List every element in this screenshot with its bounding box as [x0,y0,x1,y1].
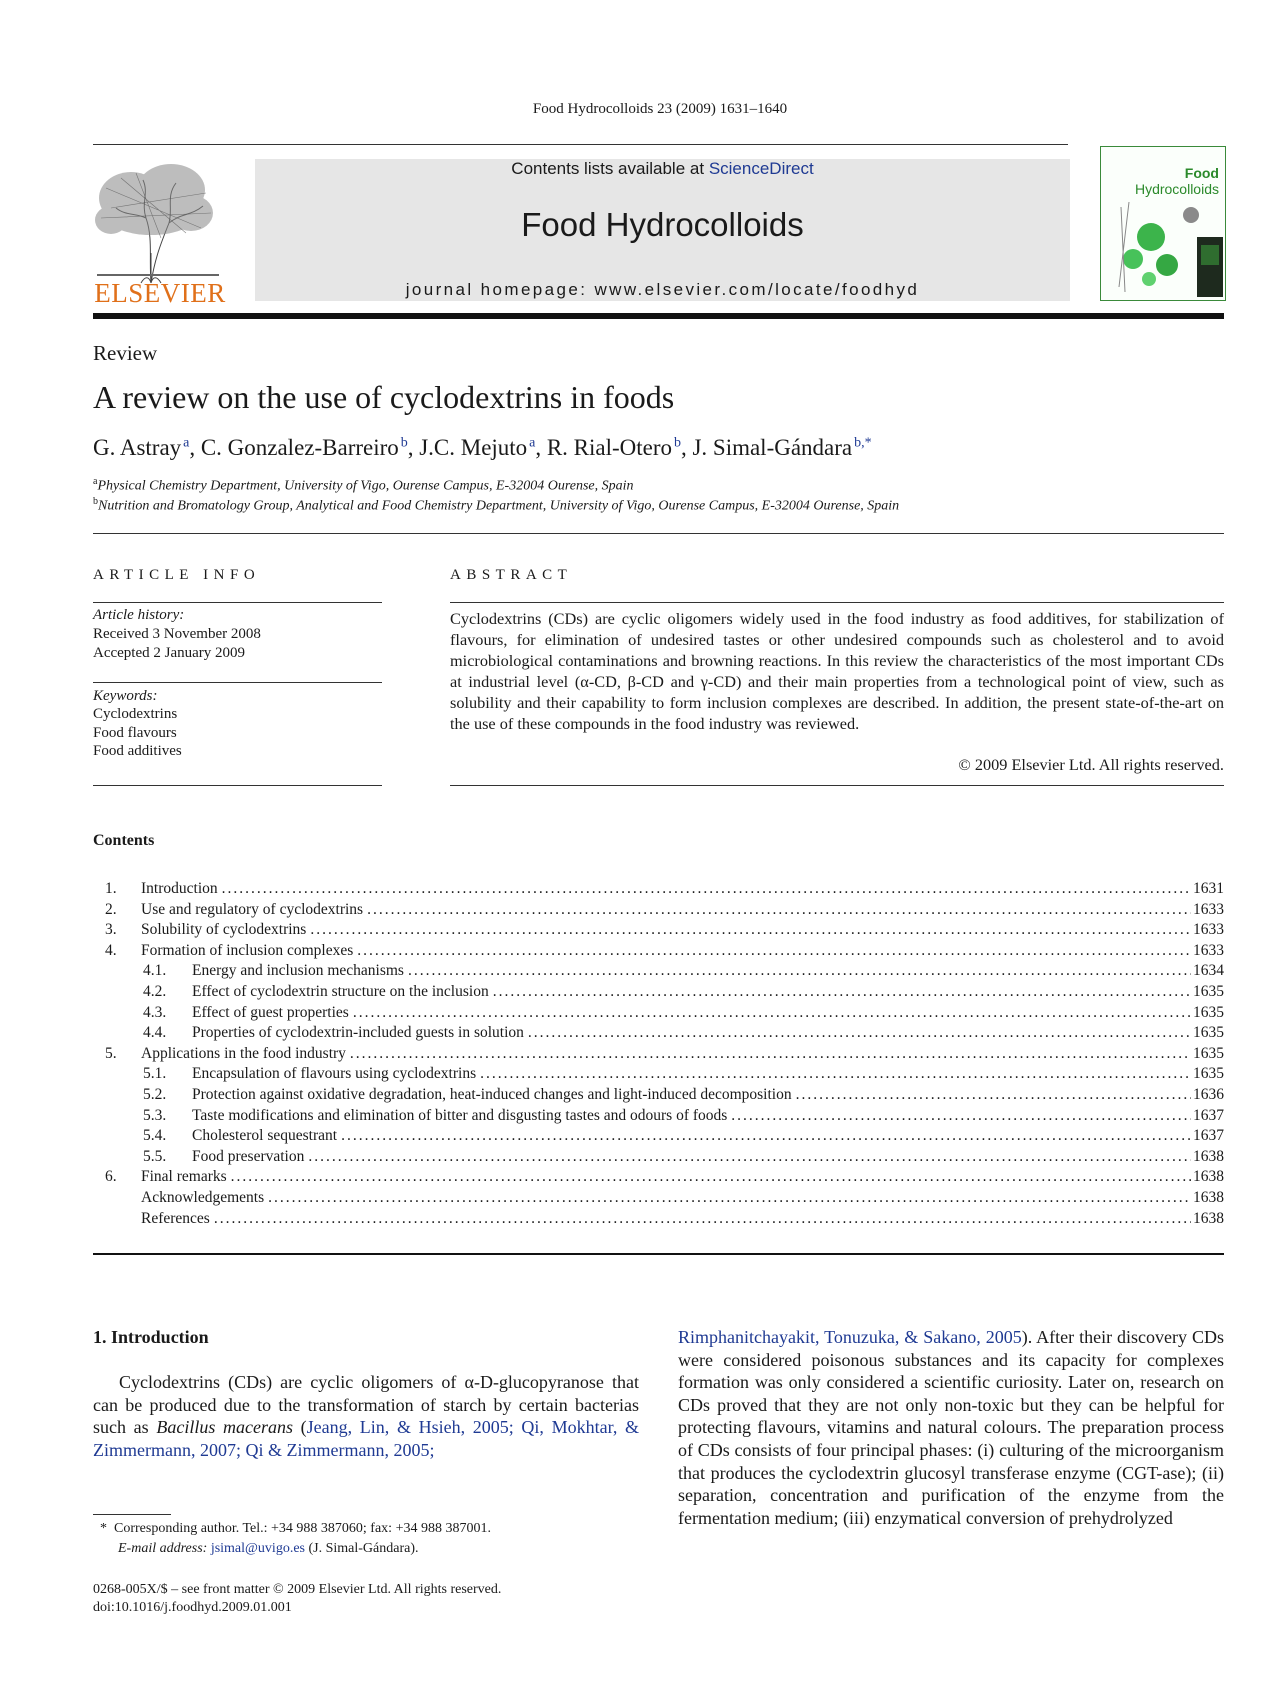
toc-label[interactable]: Acknowledgements [141,1189,265,1206]
toc-page-number: 1638 [1193,1168,1224,1186]
affiliation-text: Nutrition and Bromatology Group, Analytical and Food Chemistry Department, University of Vigo, Ourense Campus, E-32004 Ourense, Spain [98,498,900,514]
toc-leader-dots [353,1004,1191,1022]
citation-link[interactable]: Rimphanitchayakit, Tonuzuka, & Sakano, 2005 [678,1327,1022,1347]
corresponding-text: Corresponding author. Tel.: +34 988 387060; fax: +34 988 387001. [114,1521,491,1536]
history-label: Article history: [93,607,185,623]
toc-page-number: 1637 [1193,1127,1224,1145]
toc-leader-dots [341,1127,1191,1145]
toc-label[interactable]: Solubility of cyclodextrins [141,921,307,939]
cover-title-line2: Hydrocolloids [1134,181,1219,197]
abstract-heading: ABSTRACT [450,567,573,583]
toc-label[interactable]: Use and regulatory of cyclodextrins [141,900,364,918]
accepted-date: Accepted 2 January 2009 [93,645,246,661]
toc-leader-dots [222,880,1191,898]
intro-text: Cyclodextrins (CDs) are cyclic oligomers of α-D-glucopyranose that can be produced due to the transformation of starch by certain bacterias such as [93,1372,639,1438]
author-name: G. Astray [93,435,182,460]
toc-row[interactable] [0,1024,1280,1044]
toc-row[interactable] [0,880,1280,900]
toc-number: 5.1. [143,1065,167,1083]
toc-page-number: 1634 [1193,962,1224,980]
toc-leader-dots [367,901,1191,919]
toc-label[interactable]: Introduction [141,880,218,897]
toc-page-number: 1633 [1193,921,1224,939]
toc-label[interactable]: Protection against oxidative degradation, heat-induced changes and light-induced decomposition [192,1086,792,1103]
toc-page-number: 1638 [1193,1189,1224,1206]
toc-number: 4.1. [143,962,167,980]
toc-page-number: 1631 [1193,880,1224,897]
abstract-copyright: © 2009 Elsevier Ltd. All rights reserved. [958,755,1224,774]
toc-leader-dots [214,1210,1191,1228]
toc-number: 5.2. [143,1086,167,1103]
toc-page-number: 1633 [1193,941,1224,959]
journal-cover [1100,146,1226,301]
journal-banner [255,159,1070,301]
affiliation-text: Physical Chemistry Department, University of Vigo, Ourense Campus, E-32004 Ourense, Spain [97,478,634,494]
toc-label[interactable]: References [141,1209,210,1227]
toc-leader-dots [528,1024,1191,1042]
author-affil-mark[interactable]: b, [854,435,865,451]
toc-page-number: 1635 [1193,983,1224,1000]
sciencedirect-link[interactable]: ScienceDirect [708,159,814,178]
toc-page-number: 1637 [1193,1106,1224,1124]
toc-label[interactable]: Cholesterol sequestrant [192,1127,338,1145]
info-rule [93,602,382,603]
toc-row[interactable] [0,962,1280,982]
intro-text: ). After their discovery CDs were considered poisonous substances and its capacity for complexes formation was only considered a scientific curiosity. Later on, research on CDs proved that they are not only non-toxic but they can be helpful for protecting flavours, vitamins and natural colours. The preparation process of CDs consists of four principal phases: (i) culturing of the microorganism that produces the cyclodextrin glucosyl transferase enzyme (CGT-ase); (ii) separation, concentration and purification of the enzyme from the fermentation medium; (iii) enzymatical conversion of prehydrolyzed [678,1327,1224,1528]
toc-leader-dots [308,1148,1191,1166]
toc-number: 5. [105,1044,117,1062]
toc-row[interactable] [0,1107,1280,1127]
toc-row[interactable] [0,1045,1280,1065]
article-info-heading: ARTICLE INFO [93,567,261,583]
issn-line: 0268-005X/$ – see front matter © 2009 Elsevier Ltd. All rights reserved. [93,1582,502,1597]
article-title: A review on the use of cyclodextrins in foods [93,379,675,415]
email-footnote [118,1541,419,1557]
toc-label[interactable]: Effect of cyclodextrin structure on the inclusion [192,983,489,1000]
toc-page-number: 1635 [1193,1024,1224,1042]
toc-number: 6. [105,1168,117,1186]
toc-row[interactable] [0,1086,1280,1106]
received-date: Received 3 November 2008 [93,626,261,642]
email-suffix: (J. Simal-Gándara). [308,1541,419,1556]
toc-row[interactable] [0,1210,1280,1230]
abstract-rule [450,602,1224,603]
author-name: J.C. Mejuto [419,435,528,460]
toc-leader-dots [268,1189,1191,1207]
toc-page-number: 1638 [1193,1209,1224,1227]
toc-row[interactable] [0,983,1280,1003]
footnote-star: * [100,1521,107,1536]
toc-label[interactable]: Effect of guest properties [192,1003,349,1021]
elsevier-wordmark: ELSEVIER [94,278,226,308]
affiliation-key: b [93,496,98,507]
toc-leader-dots [357,942,1191,960]
author-affil-mark[interactable]: a [183,435,190,451]
toc-row[interactable] [0,1065,1280,1085]
toc-page-number: 1635 [1193,1003,1224,1021]
toc-number: 5.4. [143,1127,167,1145]
footnote-rule [93,1514,171,1515]
contents-available [255,159,1070,179]
corresponding-footnote [93,1521,491,1537]
toc-number: 5.5. [143,1147,167,1165]
section-heading-introduction: 1. Introduction [93,1327,209,1347]
intro-column-left [93,1371,639,1461]
toc-label[interactable]: Final remarks [141,1168,227,1186]
toc-label[interactable]: Encapsulation of flavours using cyclodextrins [192,1065,477,1083]
toc-row[interactable] [0,1189,1280,1209]
toc-page-number: 1635 [1193,1044,1224,1062]
journal-reference: Food Hydrocolloids 23 (2009) 1631–1640 [532,101,788,117]
author-name: J. Simal-Gándara [692,435,853,460]
toc-row[interactable] [0,1148,1280,1168]
article-type: Review [93,341,158,365]
email-link[interactable]: jsimal@uvigo.es [210,1541,305,1556]
toc-label[interactable]: Taste modifications and elimination of bitter and disgusting tastes and odours of foods [192,1106,728,1124]
cover-molecule-illustration [1101,197,1225,300]
toc-number: 4.2. [143,983,167,1000]
author-list: G. Astray $^a$, C. Gonzalez-Barreiro $^b$, J.C. Mejuto $^a$, R. Rial-Otero $^b$, J. Simal-Gándara $^{b,*}$ [93,435,872,460]
toc-number: 1. [105,880,117,897]
contents-rule [93,1253,1224,1255]
header-rule [93,144,1068,145]
toc-number: 3. [105,921,117,939]
toc-number: 4.4. [143,1024,167,1042]
toc-label[interactable]: Applications in the food industry [141,1044,346,1062]
toc-page-number: 1636 [1193,1086,1224,1103]
author-affil-mark[interactable]: b [400,435,408,451]
species-name: Bacillus macerans [156,1417,293,1438]
journal-title: Food Hydrocolloids [521,206,804,243]
toc-row[interactable] [0,1168,1280,1188]
paren-open: ( [300,1417,307,1438]
toc-number: 5.3. [143,1106,167,1124]
toc-leader-dots [731,1107,1191,1125]
contents-heading: Contents [93,832,155,849]
toc-page-number: 1635 [1193,1065,1224,1083]
doi-line[interactable]: doi:10.1016/j.foodhyd.2009.01.001 [93,1600,292,1615]
toc-number: 4.3. [143,1003,167,1021]
toc-leader-dots [408,962,1191,980]
toc-leader-dots [480,1065,1191,1083]
info-rule [93,785,382,786]
author-affil-mark[interactable]: a [529,435,536,451]
toc-page-number: 1633 [1193,900,1224,918]
toc-page-number: 1638 [1193,1147,1224,1165]
keyword: Food flavours [93,725,177,741]
journal-homepage-link[interactable]: journal homepage: www.elsevier.com/locate/foodhyd [405,280,920,299]
email-label: E-mail address: [118,1541,208,1556]
affiliation-rule [93,533,1224,534]
affiliation-key: a [93,476,98,487]
contents-prefix: Contents lists available at [511,159,705,178]
toc-label[interactable]: Properties of cyclodextrin-included guests in solution [192,1024,524,1042]
keyword: Cyclodextrins [93,706,178,722]
affiliation-b [93,496,899,515]
corresponding-author-mark[interactable]: * [864,435,872,451]
intro-column-right [678,1326,1224,1529]
toc-row[interactable] [0,1127,1280,1147]
author-affil-mark[interactable]: b [673,435,681,451]
toc-label[interactable]: Energy and inclusion mechanisms [192,962,404,980]
author-name: C. Gonzalez-Barreiro [200,435,399,460]
citation-link[interactable]: Jeang, Lin, & Hsieh, 2005; Qi, Mokhtar, & Zimmermann, 2007; Qi & Zimmermann, 2005; [93,1417,640,1460]
toc-row[interactable] [0,901,1280,921]
toc-leader-dots [493,983,1191,1001]
toc-number: 4. [105,941,117,959]
toc-number: 2. [105,900,117,918]
toc-row[interactable] [0,942,1280,962]
toc-row[interactable] [0,921,1280,941]
keywords-label: Keywords: [93,688,158,704]
toc-leader-dots [310,921,1191,939]
abstract-rule [450,785,1224,786]
affiliation-a [93,476,634,495]
header-thick-rule [93,313,1224,319]
toc-leader-dots [350,1045,1191,1063]
toc-leader-dots [796,1086,1191,1104]
keyword: Food additives [93,743,182,759]
cover-title-line1: Food [1184,165,1219,181]
toc-row[interactable] [0,1004,1280,1024]
toc-label[interactable]: Food preservation [192,1147,305,1165]
author-name: R. Rial-Otero [546,435,673,460]
toc-leader-dots [231,1168,1191,1186]
info-rule [93,682,382,683]
abstract-text: Cyclodextrins (CDs) are cyclic oligomers widely used in the food industry as food additives, for stabilization of flavours, for elimination of undesired tastes or other undesired compounds such as cholesterol and to avoid microbiological contaminations and browning reactions. In this review the characteristics of the most important CDs at industrial level (α-CD, β-CD and γ-CD) and their main properties from a technological point of view, such as solubility and their capability to form inclusion complexes are described. In addition, the present state-of-the-art on the use of these compounds in the food industry was reviewed. [450,609,1224,733]
toc-label[interactable]: Formation of inclusion complexes [141,941,354,959]
